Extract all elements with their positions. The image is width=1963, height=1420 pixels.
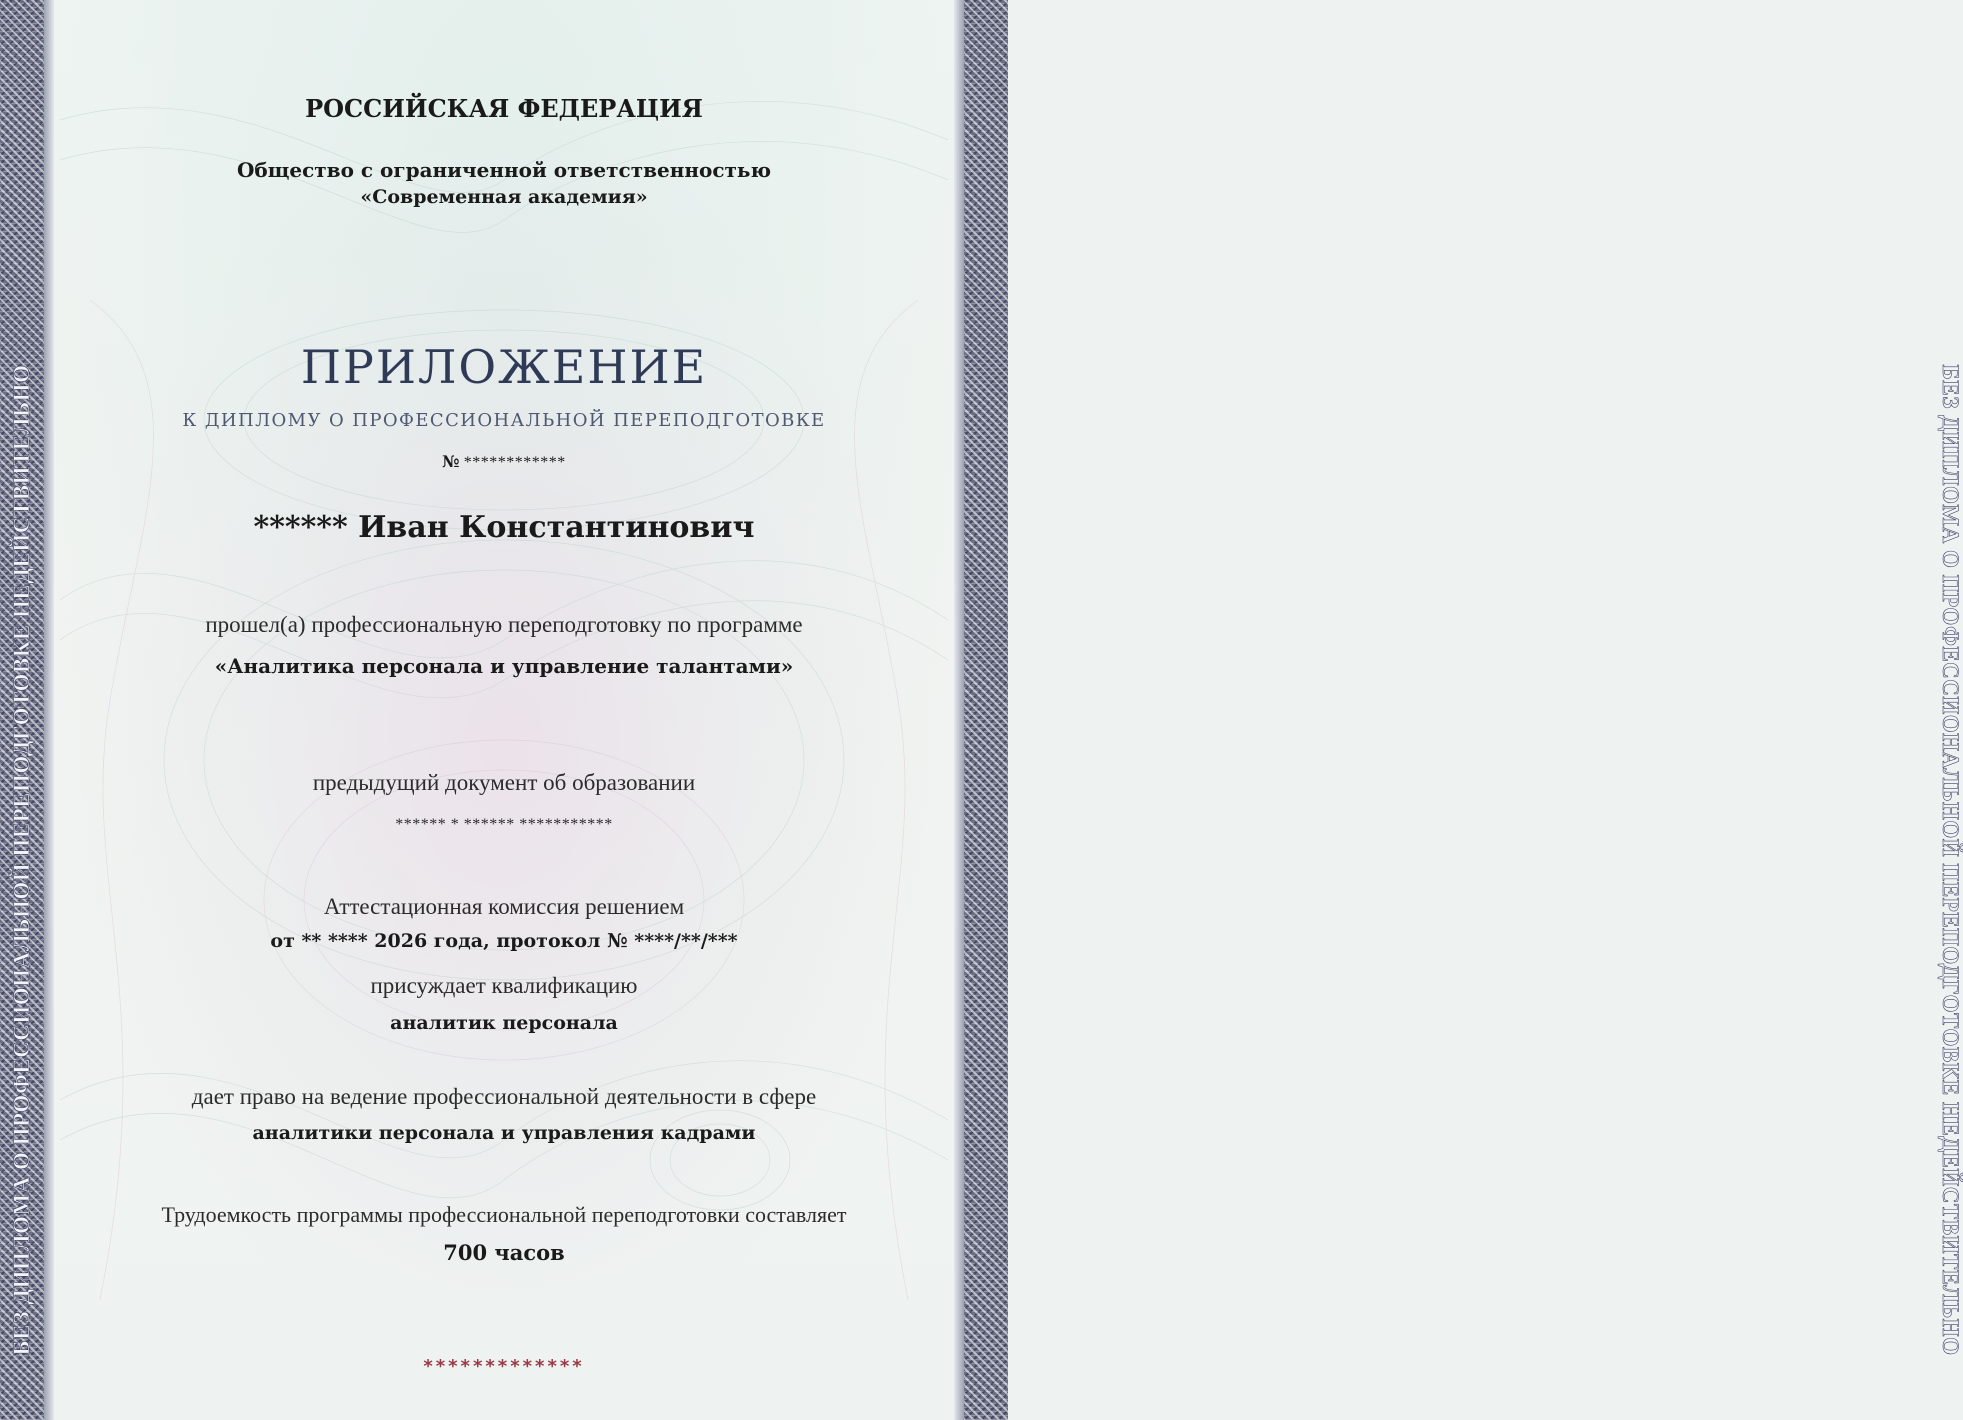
number-label: № [442,452,460,471]
organization-line2: «Современная академия» [360,186,648,208]
right-security-border [964,0,1963,1420]
activity-sphere: аналитики персонала и управления кадрами [252,1122,756,1144]
document-number [60,452,948,472]
document-body [60,0,948,1420]
left-security-border [0,0,44,1420]
document-subtitle: К ДИПЛОМУ О ПРОФЕССИОНАЛЬНОЙ ПЕРЕПОДГОТОВКЕ [182,410,826,431]
qualification: аналитик персонала [390,1012,618,1034]
country-heading: РОССИЙСКАЯ ФЕДЕРАЦИЯ [305,94,703,123]
left-border-text: БЕЗ ДИПЛОМА О ПРОФЕССИОНАЛЬНОЙ ПЕРЕПОДГОТОВКЕ НЕДЕЙСТВИТЕЛЬНО [9,364,34,1356]
organization-line1: Общество с ограниченной ответственностью [236,158,772,182]
awards-text: присуждает квалификацию [370,973,638,998]
recipient-name: ****** Иван Константинович [253,510,755,545]
previous-document-label: предыдущий документ об образовании [312,770,696,795]
rights-text: дает право на ведение профессиональной деятельности в сфере [191,1084,817,1109]
document-title: ПРИЛОЖЕНИЕ [300,340,708,394]
program-name: «Аналитика персонала и управление талантами» [214,654,794,678]
labor-intensity-text: Трудоемкость программы профессиональной переподготовки составляет [161,1202,847,1227]
protocol-text: от ** **** 2026 года, протокол № ****/**/*** [270,930,738,952]
right-border-text: БЕЗ ДИПЛОМА О ПРОФЕССИОНАЛЬНОЙ ПЕРЕПОДГОТОВКЕ НЕДЕЙСТВИТЕЛЬНО [1938,364,1963,1356]
program-hours: 700 часов [443,1240,565,1265]
number-value: ************ [463,454,566,471]
commission-text: Аттестационная комиссия решением [323,894,685,919]
serial-number: ************* [423,1356,585,1377]
passed-text: прошел(а) профессиональную переподготовку по программе [205,612,803,637]
previous-document-value: ****** * ****** *********** [395,816,613,833]
